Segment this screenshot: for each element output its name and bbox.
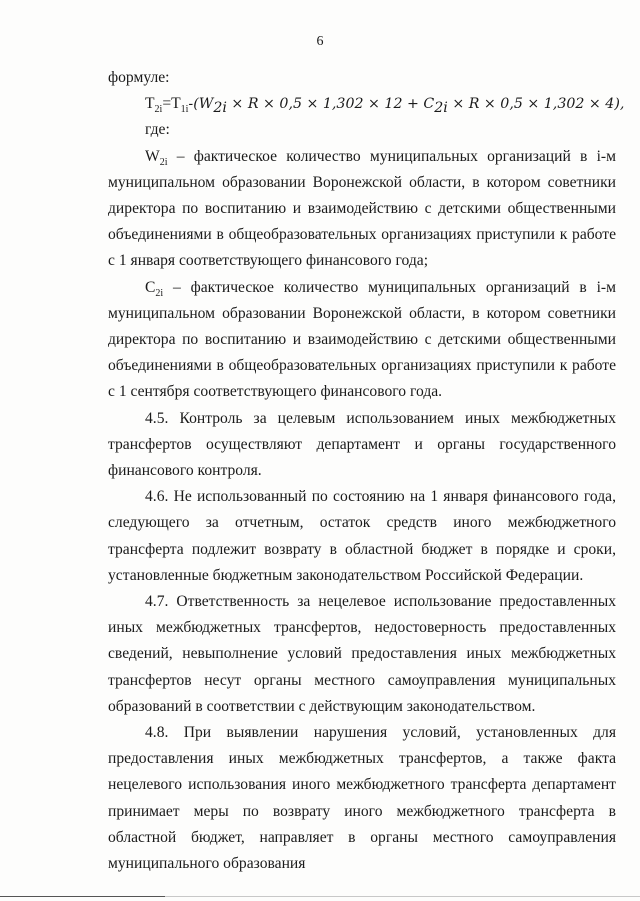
document-body xyxy=(108,65,625,877)
scan-edge-line-faint xyxy=(165,896,640,897)
formula-lhs-sub: 2i xyxy=(154,104,163,116)
c-symbol: C xyxy=(145,278,156,296)
paragraph-4-5: 4.5. Контроль за целевым использованием иных межбюджетных трансфертов осуществляют департамент и органы государственного финансового контроля. xyxy=(108,409,616,480)
paragraph-4-6: 4.6. Не использованный по состоянию на 1 января финансового года, следующего за отчетным, остаток средств иного межбюджетного трансферта подлежит возврату в областной бюджет в порядке и сроки, установленные бюджетным законодательством Российской Федерации. xyxy=(108,488,616,584)
definition-c xyxy=(108,275,616,406)
w-symbol-sub: 2i xyxy=(159,156,168,168)
formula-mid: × R × 0,5 × 1,302 × 12 + C xyxy=(226,96,435,113)
paragraph-4-8: 4.8. При выявлении нарушения условий, установленных для предоставления иных межбюджетных трансфертов, а также факта нецелевого использования иного межбюджетного трансферта департамент принимает меры по возврату иного межбюджетного трансферта в областной бюджет, направляет в органы местного самоуправления муниципального образования xyxy=(108,724,616,873)
formula xyxy=(108,91,625,117)
formula-c-sub: 2i xyxy=(434,100,448,117)
formula-eq: =T xyxy=(162,95,181,113)
scan-edge-line xyxy=(0,896,165,897)
definition-w xyxy=(108,144,616,275)
formula-end: × R × 0,5 × 1,302 × 4), xyxy=(447,96,625,113)
formula-rest: -(W xyxy=(188,96,214,113)
formula-intro: формуле: xyxy=(108,69,170,86)
w-symbol: W xyxy=(145,147,160,165)
where-label: где: xyxy=(145,121,170,139)
w-definition-text: – фактическое количество муниципальных организаций в i-м муниципальном образовании Воронежской области, в котором советники директора по воспитанию и взаимодействию с детскими общественными объединениями в общеобразовательных организациях приступили к работе с 1 января соответствующего финансового года; xyxy=(108,147,616,270)
c-definition-text: – фактическое количество муниципальных организаций в i-м муниципальном образовании Воронежской области, в котором советники директора по воспитанию и взаимодействию с детскими общественными объединениями в общеобразовательных организациях приступили к работе с 1 сентября соответствующего финансового года. xyxy=(108,278,616,401)
formula-eq-sub: 1i xyxy=(180,104,189,116)
paragraph-4-7: 4.7. Ответственность за нецелевое использование предоставленных иных межбюджетных трансфертов, недостоверность предоставленных сведений, невыполнение условий предоставления иных межбюджетных трансфертов несут органы местного самоуправления муниципальных образований в соответствии с действующим законодательством. xyxy=(108,593,616,715)
c-symbol-sub: 2i xyxy=(155,287,164,299)
page-number: 6 xyxy=(316,34,324,49)
formula-lhs: T xyxy=(145,95,155,113)
formula-w-sub: 2i xyxy=(213,100,227,117)
